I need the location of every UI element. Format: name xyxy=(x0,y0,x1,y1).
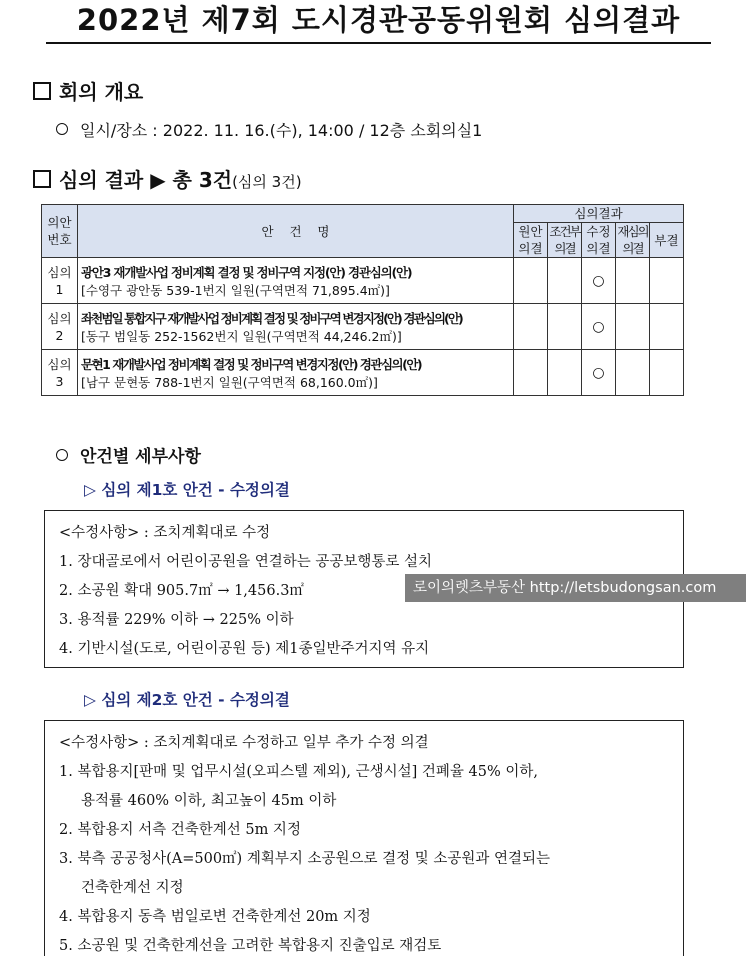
mark-rejected xyxy=(650,258,684,304)
header-col-modified: 수정 의결 xyxy=(582,223,616,258)
circle-bullet-icon xyxy=(56,449,68,461)
row-agenda xyxy=(78,258,514,304)
mark-original xyxy=(514,304,548,350)
row-no: 심의 3 xyxy=(42,350,78,396)
agenda-title: 좌천범일 통합지구 재개발사업 정비계획 결정 및 정비구역 변경지정(안) 경관심의(안) xyxy=(81,310,462,326)
mark-reexamine xyxy=(616,304,650,350)
mark-reexamine xyxy=(616,350,650,396)
item2-line: 4. 복합용지 동측 범일로변 건축한계선 20m 지정 xyxy=(59,909,371,925)
item2-line: 건축한계선 지정 xyxy=(81,880,184,896)
agenda-title: 광안3 재개발사업 정비계획 결정 및 정비구역 지정(안) 경관심의(안) xyxy=(81,264,412,280)
checkbox-square-icon xyxy=(33,82,51,100)
mark-reexamine xyxy=(616,258,650,304)
overview-heading-text: 회의 개요 xyxy=(59,80,144,104)
row-no: 심의 1 xyxy=(42,258,78,304)
mark-original xyxy=(514,350,548,396)
header-col-rejected: 부결 xyxy=(650,223,684,258)
mark-conditional xyxy=(548,350,582,396)
row-no: 심의 2 xyxy=(42,304,78,350)
overview-line-text: 일시/장소 : 2022. 11. 16.(수), 14:00 / 12층 소회의실1 xyxy=(80,121,483,140)
item2-header: <수정사항> : 조치계획대로 수정하고 일부 추가 수정 의결 xyxy=(59,735,429,751)
mark-modified: ○ xyxy=(582,258,616,304)
item2-line: 3. 북측 공공청사(A=500㎡) 계획부지 소공원으로 결정 및 소공원과 연결되는 xyxy=(59,851,550,867)
item1-header: <수정사항> : 조치계획대로 수정 xyxy=(59,525,271,541)
item2-line: 1. 복합용지[판매 및 업무시설(오피스텔 제외), 근생시설] 건폐율 45% 이하, xyxy=(59,764,538,780)
item2-label: ▷ 심의 제2호 안건 - 수정의결 xyxy=(84,691,290,709)
result-count-note: (심의 3건) xyxy=(232,173,302,191)
header-no: 의안 번호 xyxy=(42,205,78,258)
details-heading xyxy=(56,442,201,467)
item2-box xyxy=(44,720,684,956)
row-agenda xyxy=(78,304,514,350)
result-heading xyxy=(33,164,302,193)
header-agenda: 안 건 명 xyxy=(78,205,514,258)
agenda-title: 문현1 재개발사업 정비계획 결정 및 정비구역 변경지정(안) 경관심의(안) xyxy=(81,356,422,372)
header-col-original: 원안 의결 xyxy=(514,223,548,258)
item2-line: 5. 소공원 및 건축한계선을 고려한 복합용지 진출입로 재검토 xyxy=(59,938,442,954)
checkbox-square-icon xyxy=(33,170,51,188)
mark-rejected xyxy=(650,350,684,396)
agenda-location: [남구 문현동 788-1번지 일원(구역면적 68,160.0㎡)] xyxy=(81,374,378,390)
item1-label: ▷ 심의 제1호 안건 - 수정의결 xyxy=(84,481,290,499)
overview-line xyxy=(56,118,482,141)
overview-heading xyxy=(33,76,143,105)
agenda-location: [동구 범일동 252-1562번지 일원(구역면적 44,246.2㎡)] xyxy=(81,328,402,344)
details-heading-text: 안건별 세부사항 xyxy=(80,447,201,467)
mark-original xyxy=(514,258,548,304)
result-table xyxy=(41,204,684,396)
table-row xyxy=(42,258,684,304)
item1-line: 2. 소공원 확대 905.7㎡ → 1,456.3㎡ xyxy=(59,583,304,599)
item1-line: 1. 장대골로에서 어린이공원을 연결하는 공공보행통로 설치 xyxy=(59,554,433,570)
mark-conditional xyxy=(548,304,582,350)
header-result-group: 심의결과 xyxy=(514,205,684,223)
mark-rejected xyxy=(650,304,684,350)
item2-line: 용적률 460% 이하, 최고높이 45m 이하 xyxy=(81,793,337,809)
mark-modified: ○ xyxy=(582,350,616,396)
table-row xyxy=(42,304,684,350)
watermark: 로이의렛츠부동산 http://letsbudongsan.com xyxy=(405,574,746,602)
item2-line: 2. 복합용지 서측 건축한계선 5m 지정 xyxy=(59,822,301,838)
mark-conditional xyxy=(548,258,582,304)
item1-line: 3. 용적률 229% 이하 → 225% 이하 xyxy=(59,612,294,628)
header-col-conditional: 조건부 의결 xyxy=(549,224,580,256)
result-heading-text: 심의 결과 ▶ 총 3건 xyxy=(59,168,233,192)
row-agenda xyxy=(78,350,514,396)
agenda-location: [수영구 광안동 539-1번지 일원(구역면적 71,895.4㎡)] xyxy=(81,282,390,298)
header-col-reexamine: 재심의 의결 xyxy=(617,224,648,256)
item1-line: 4. 기반시설(도로, 어린이공원 등) 제1종일반주거지역 유지 xyxy=(59,641,430,657)
mark-modified: ○ xyxy=(582,304,616,350)
table-row xyxy=(42,350,684,396)
page-title: 2022년 제7회 도시경관공동위원회 심의결과 xyxy=(46,0,711,44)
circle-bullet-icon xyxy=(56,123,68,135)
